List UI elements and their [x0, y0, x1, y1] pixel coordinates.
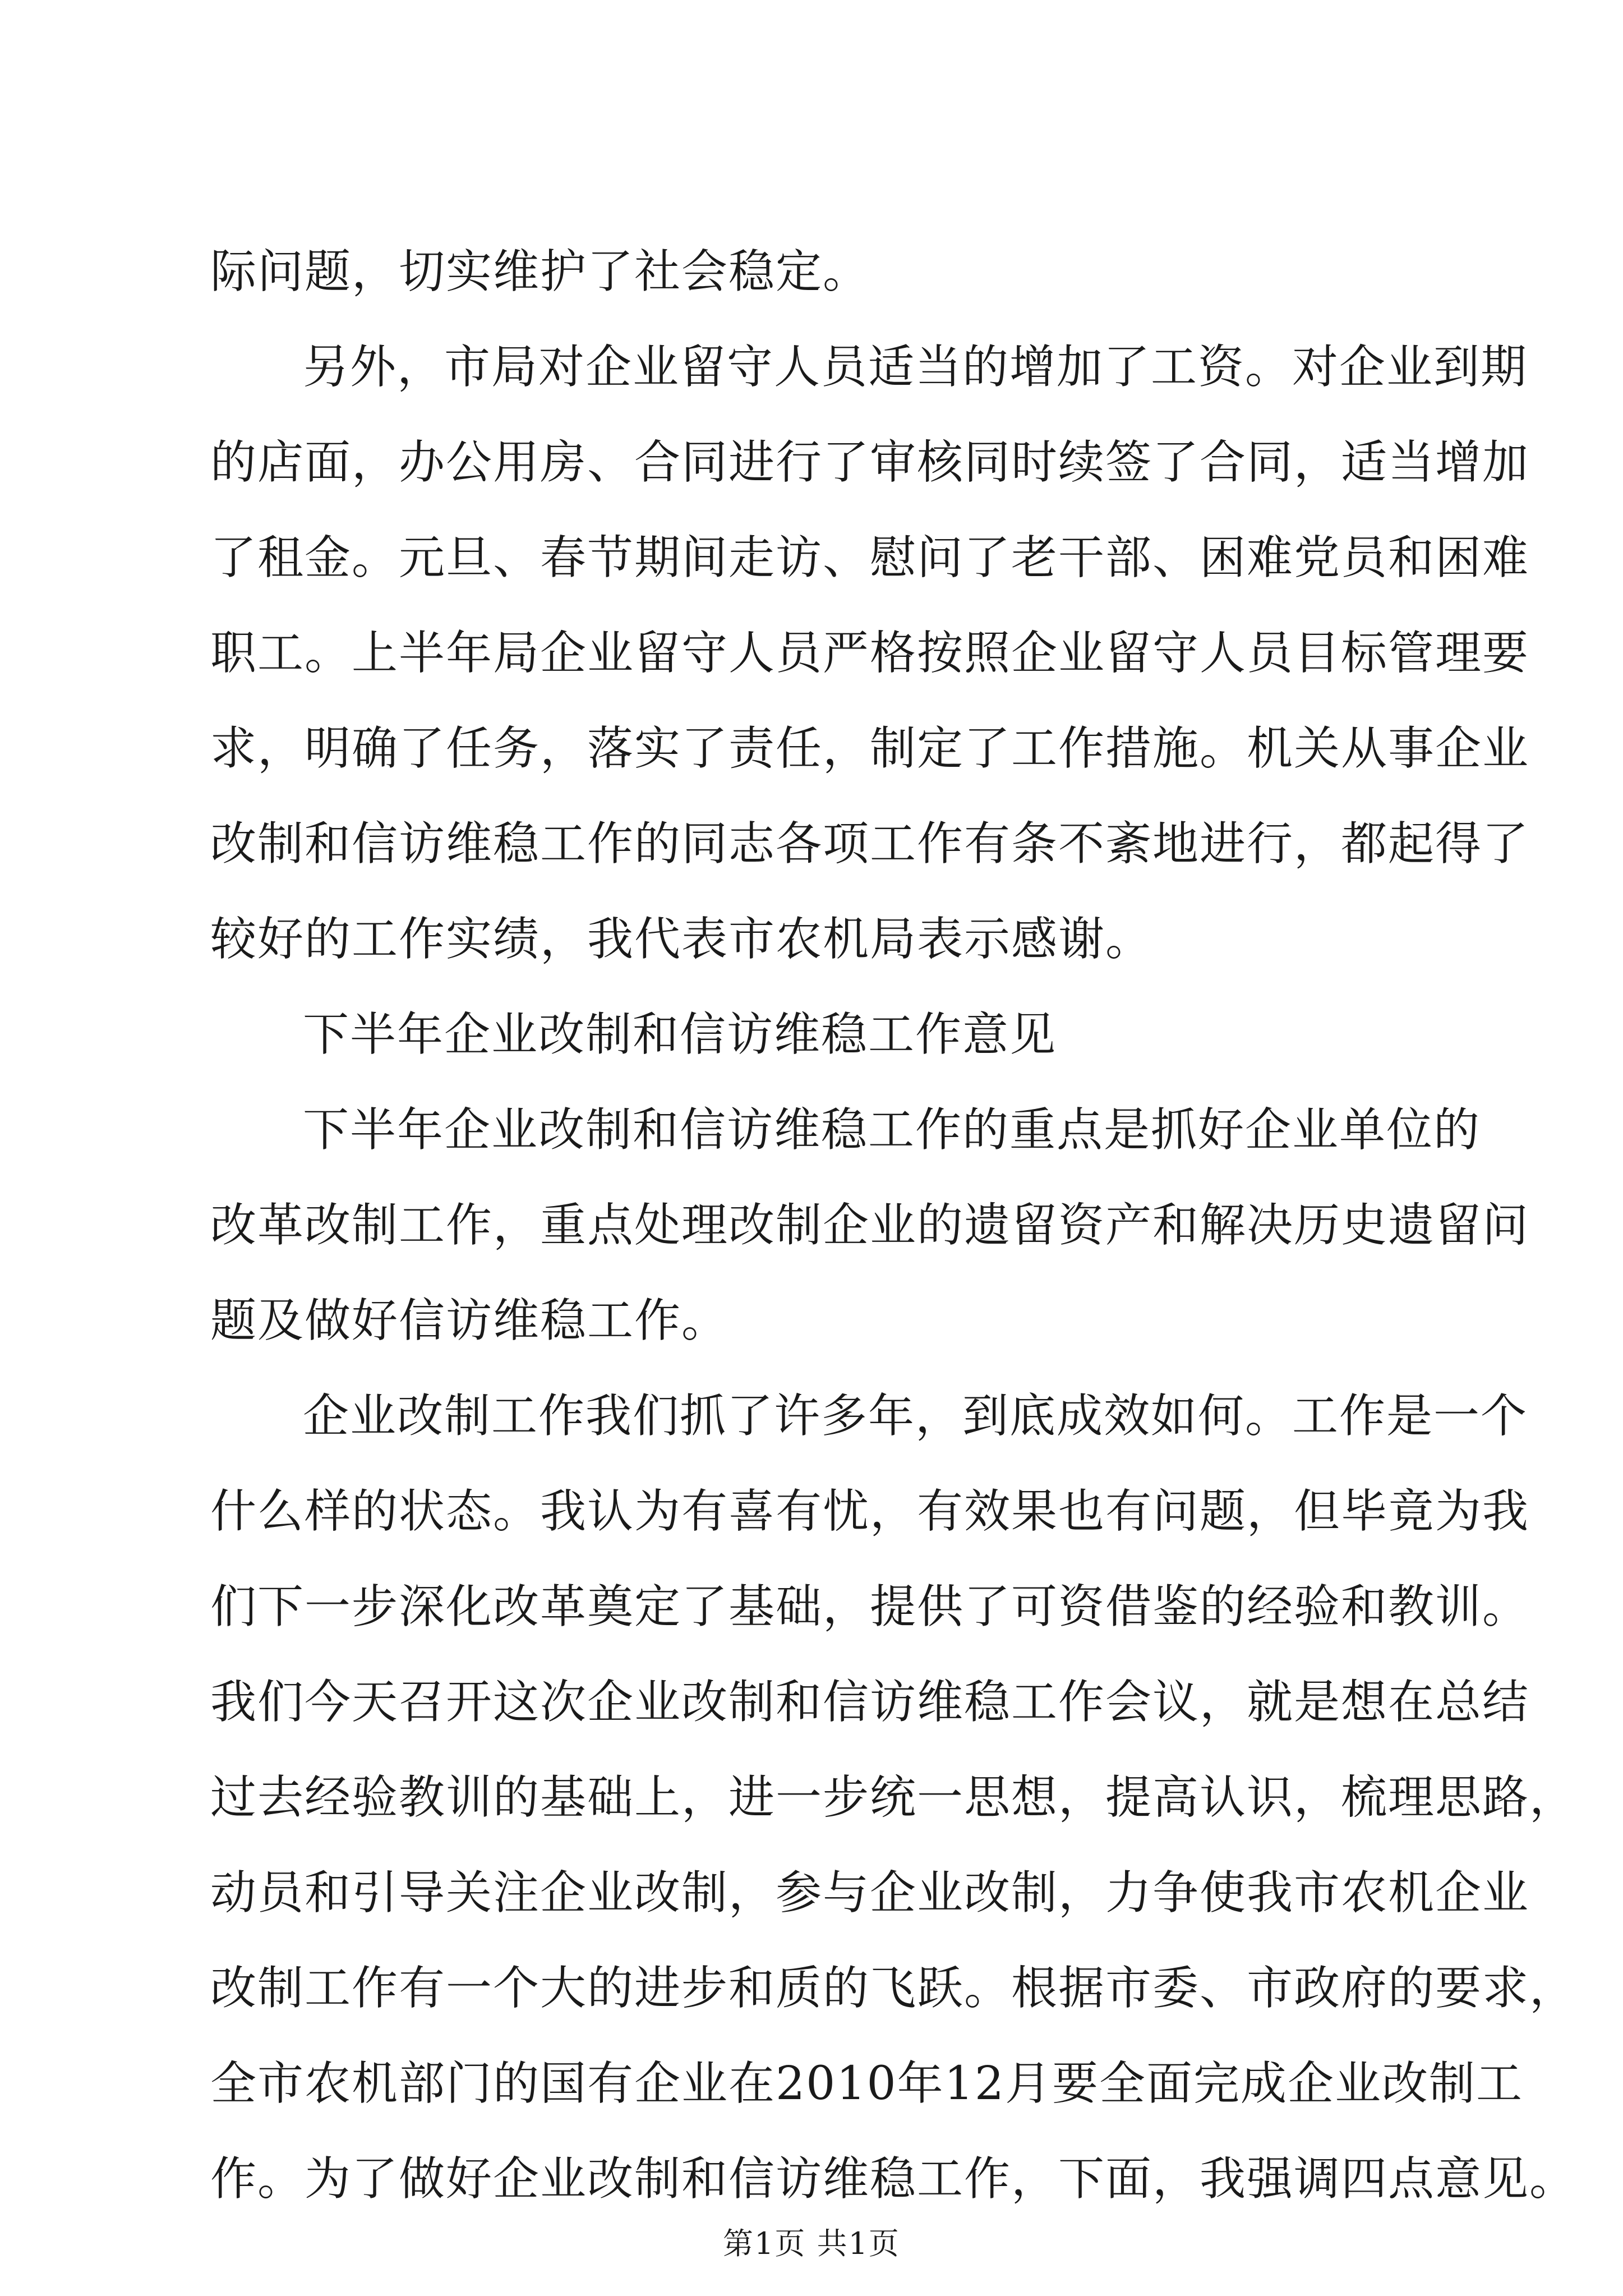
text-line: 了租金。元旦、春节期间走访、慰问了老干部、困难党员和困难	[210, 531, 1530, 585]
text-line: 全市农机部门的国有企业在2010年12月要全面完成企业改制工	[210, 2057, 1524, 2110]
text-line: 较好的工作实绩，我代表市农机局表示感谢。	[210, 913, 1153, 966]
paragraph-start-line: 企业改制工作我们抓了许多年，到底成效如何。工作是一个	[303, 1389, 1528, 1443]
text-line: 职工。上半年局企业留守人员严格按照企业留守人员目标管理要	[210, 627, 1530, 680]
text-line: 改制和信访维稳工作的同志各项工作有条不紊地进行，都起得了	[210, 817, 1530, 871]
text-line: 求，明确了任务，落实了责任，制定了工作措施。机关从事企业	[210, 722, 1530, 775]
text-line: 动员和引导关注企业改制，参与企业改制，力争使我市农机企业	[210, 1866, 1530, 1920]
text-line: 过去经验教训的基础上，进一步统一思想，提高认识，梳理思路，	[210, 1771, 1577, 1824]
paragraph-start-line: 另外，市局对企业留守人员适当的增加了工资。对企业到期	[303, 341, 1528, 394]
text-line: 际问题，切实维护了社会稳定。	[210, 245, 870, 298]
section-heading: 下半年企业改制和信访维稳工作意见	[303, 1008, 1057, 1061]
text-line: 什么样的状态。我认为有喜有忧，有效果也有问题，但毕竟为我	[210, 1485, 1530, 1538]
text-line: 题及做好信访维稳工作。	[210, 1294, 729, 1347]
text-line: 我们今天召开这次企业改制和信访维稳工作会议，就是想在总结	[210, 1676, 1530, 1729]
text-line: 改制工作有一个大的进步和质的飞跃。根据市委、市政府的要求，	[210, 1962, 1577, 2015]
text-line: 作。为了做好企业改制和信访维稳工作，下面，我强调四点意见。	[210, 2152, 1577, 2206]
paragraph-start-line: 下半年企业改制和信访维稳工作的重点是抓好企业单位的	[303, 1103, 1481, 1157]
text-line: 们下一步深化改革奠定了基础，提供了可资借鉴的经验和教训。	[210, 1580, 1530, 1634]
text-line: 改革改制工作，重点处理改制企业的遗留资产和解决历史遗留问	[210, 1199, 1530, 1252]
page-number-footer: 第1页 共1页	[723, 2226, 900, 2261]
text-line: 的店面，办公用房、合同进行了审核同时续签了合同，适当增加	[210, 436, 1530, 489]
